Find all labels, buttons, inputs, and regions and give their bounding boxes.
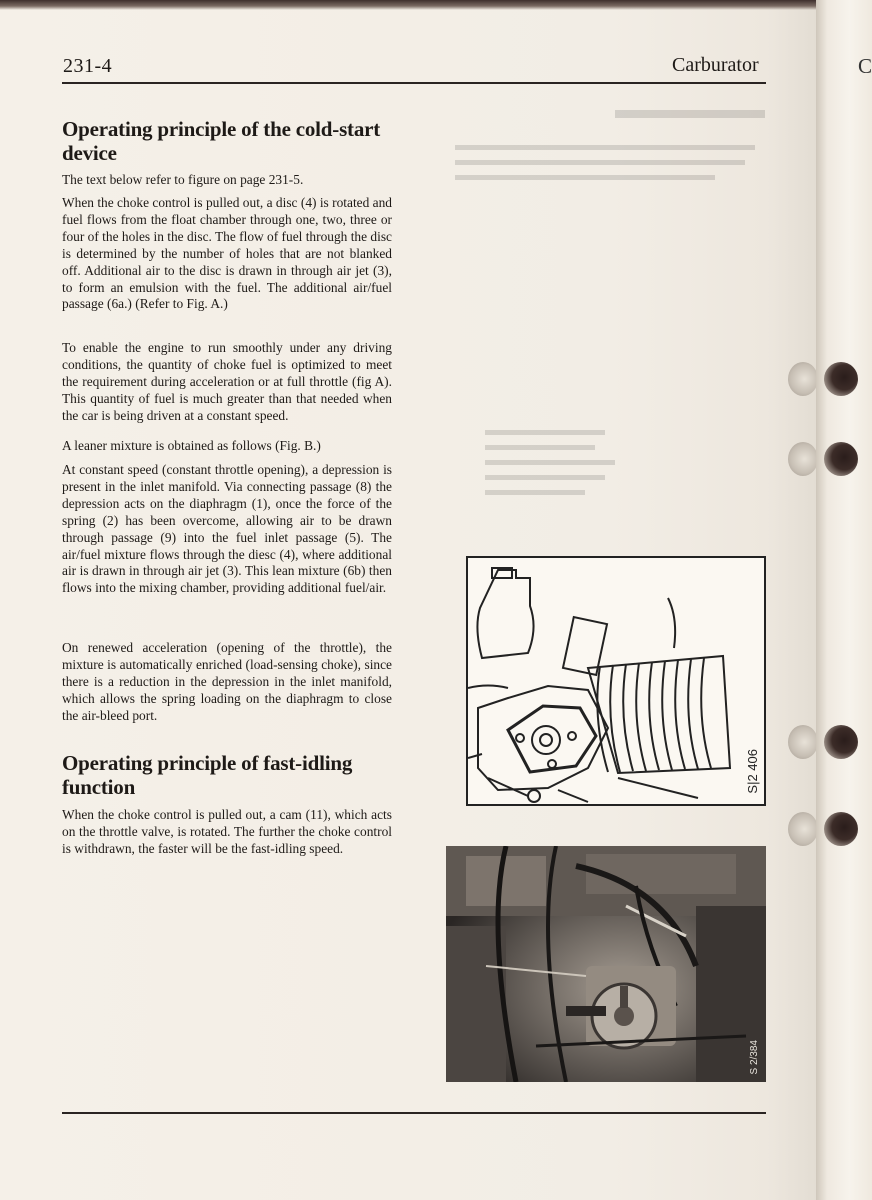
drawing-figure-code: S|2 406 <box>745 749 760 794</box>
binder-hole <box>788 812 818 846</box>
paragraph-choke-disc: When the choke control is pulled out, a disc (4) is rotated and fuel flows from the float chamber through one, two, three or four of the holes in the disc. The flow of fuel through the disc is determined by the number of holes that are not blanked off. Additional air to the disc is drawn in through air jet (3), to form an emulsion with the fuel. The additional air/fuel passage (6a.) (Refer to Fig. A.) <box>62 195 392 312</box>
binder-hole <box>788 442 818 476</box>
header-rule <box>62 82 766 84</box>
binder-hole <box>824 362 858 396</box>
paragraph-renewed-acceleration: On renewed acceleration (opening of the throttle), the mixture is automatically enriched (load-sensing choke), since there is a reduction in the depression in the inlet manifold, which allows the spring loading on the diaphragm to close the air-bleed port. <box>62 640 392 723</box>
binder-hole <box>824 725 858 759</box>
photo-figure-code: S 2/384 <box>749 1039 760 1074</box>
binder-hole <box>824 442 858 476</box>
paragraph-leaner-mixture: A leaner mixture is obtained as follows (Fig. B.) <box>62 438 321 453</box>
engine-photo-art <box>446 846 766 1082</box>
scan-top-edge <box>0 0 872 10</box>
intro-paragraph: The text below refer to figure on page 231-5. <box>62 172 304 187</box>
page-number: 231-4 <box>63 55 113 77</box>
engine-photograph <box>446 846 766 1082</box>
chapter-title: Carburator <box>672 54 759 76</box>
binder-hole <box>824 812 858 846</box>
carburator-line-drawing <box>466 556 766 806</box>
paragraph-fast-idle: When the choke control is pulled out, a cam (11), which acts on the throttle valve, is rotated. The further the choke control is withdrawn, the faster will be the fast-idling speed. <box>62 807 392 856</box>
section-title-cold-start: Operating principle of the cold-start device <box>62 117 381 165</box>
next-page-edge <box>816 0 872 1200</box>
carburator-drawing-art <box>468 558 764 804</box>
paragraph-constant-speed: At constant speed (constant throttle opening), a depression is present in the inlet manifold. Via connecting passage (8) the depression acts on the diaphragm (1), once the force of the spring (2) has been overcome, allowing air to be drawn through passage (9) into the fuel inlet passage (5). The air/fuel mixture flows through the diesc (4), where additional air is drawn in through air jet (3). This lean mixture (6b) then flows into the mixing chamber, providing additional fuel/air. <box>62 462 392 596</box>
footer-rule <box>62 1112 766 1114</box>
binder-hole <box>788 362 818 396</box>
binder-hole <box>788 725 818 759</box>
next-page-letter: C <box>858 54 872 78</box>
bleed-through-text <box>455 100 785 520</box>
section-title-fast-idle: Operating principle of fast-idling function <box>62 751 353 799</box>
paragraph-smooth-running: To enable the engine to run smoothly under any driving conditions, the quantity of choke fuel is optimized to meet the requirement during acceleration or at full throttle (fig A). This quantity of fuel is much greater than that needed when the car is being driven at a constant speed. <box>62 340 392 423</box>
